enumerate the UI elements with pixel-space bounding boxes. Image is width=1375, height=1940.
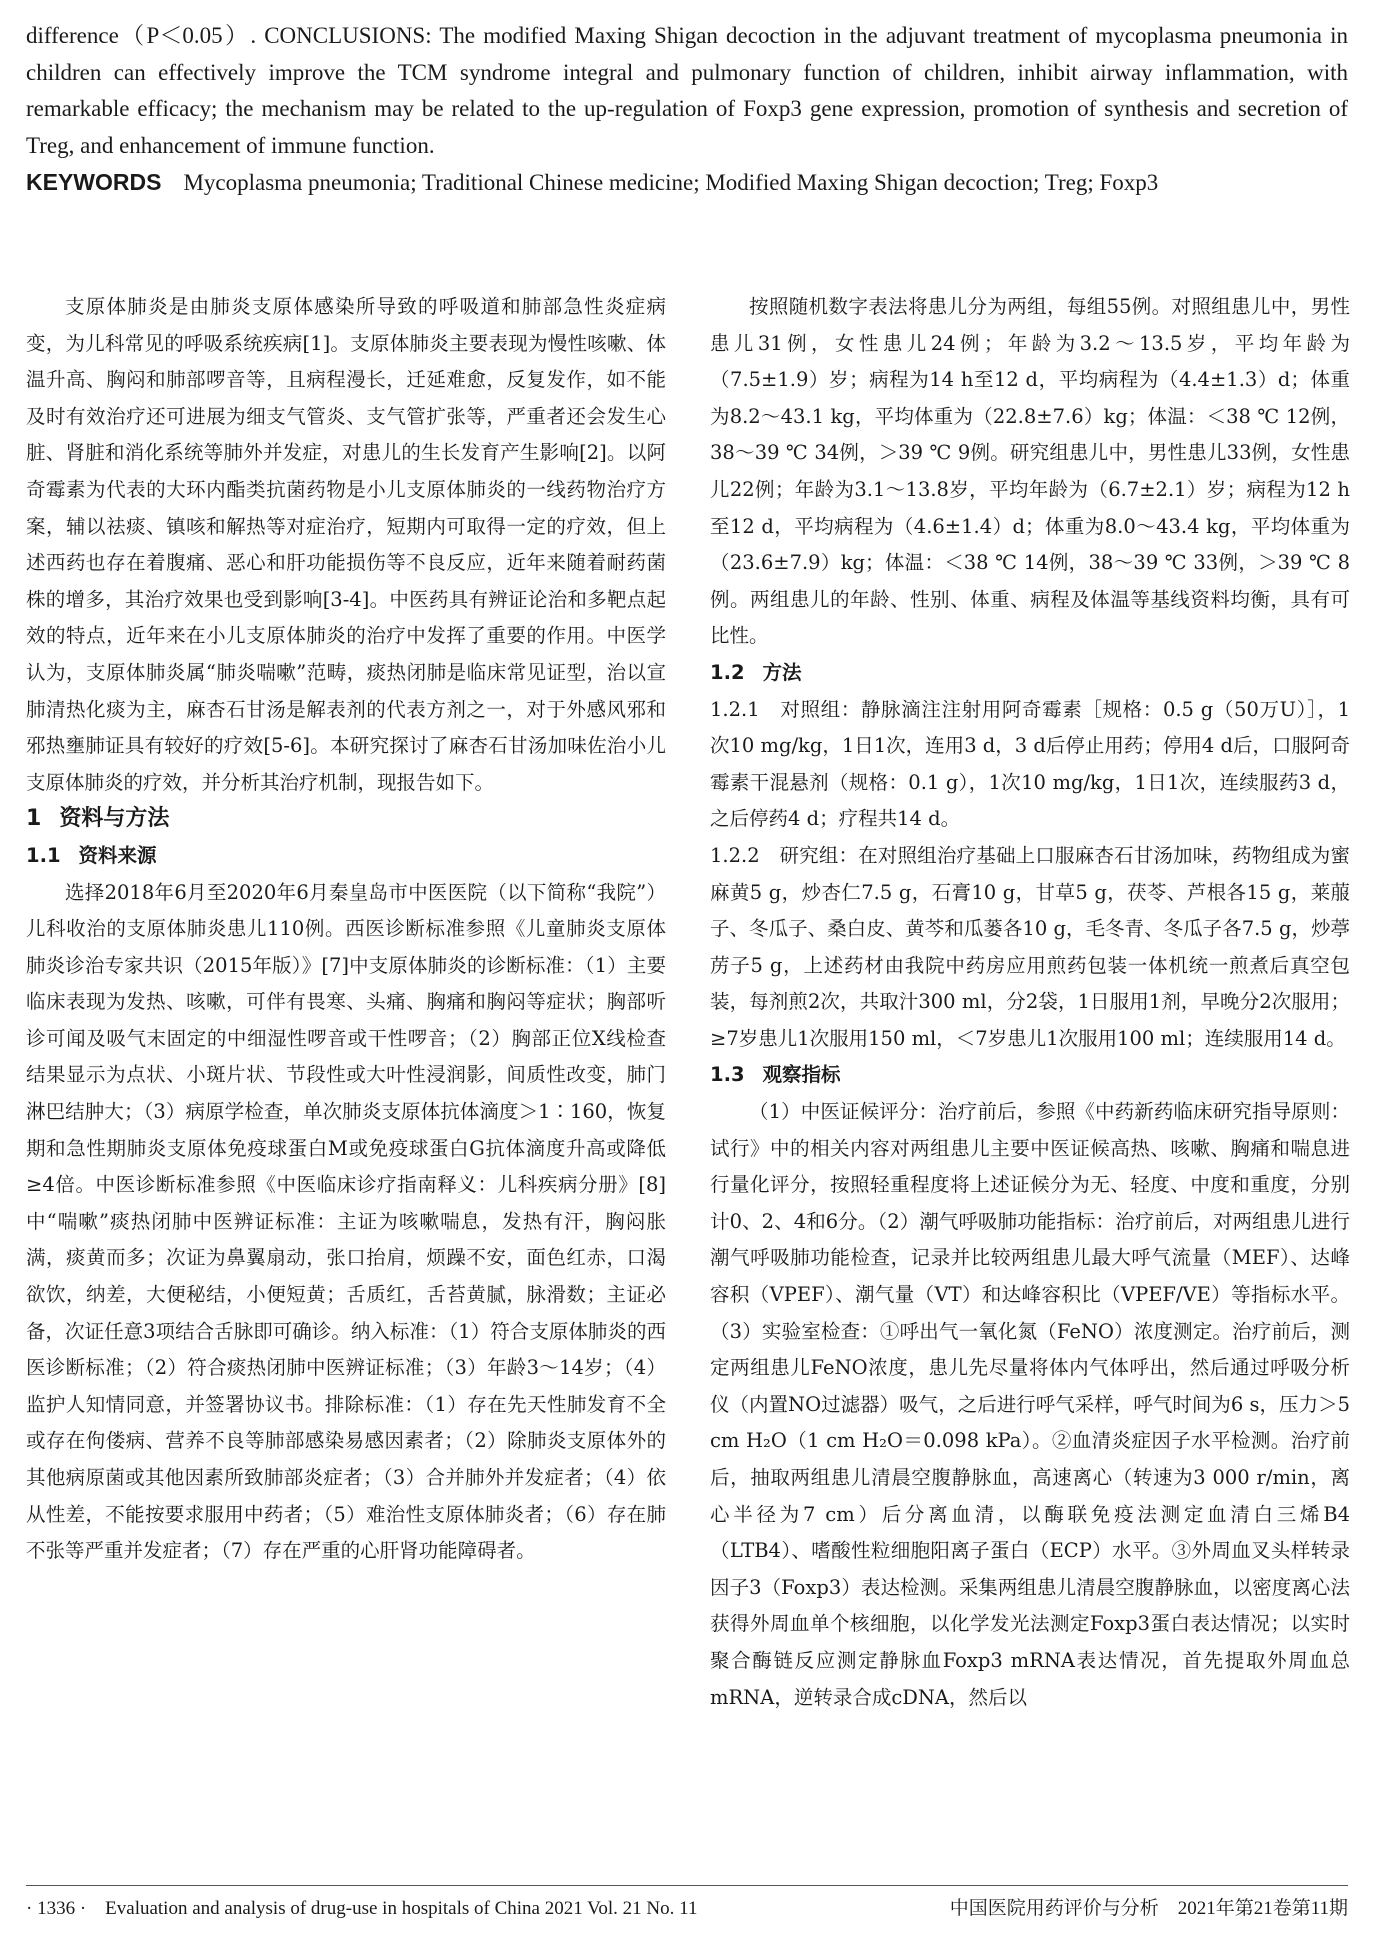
section-1-heading (26, 801, 666, 838)
subsection-1-2-title: 方法 (762, 660, 802, 684)
abstract-english (26, 18, 1348, 202)
data-source-paragraph: 选择2018年6月至2020年6月秦皇岛市中医医院（以下简称“我院”）儿科收治的支原体肺炎患儿110例。西医诊断标准参照《儿童肺炎支原体肺炎诊治专家共识（2015年版）》[7]中支原体肺炎的诊断标准：（1）主要临床表现为发热、咳嗽，可伴有畏寒、头痛、胸痛和胸闷等症状；胸部听诊可闻及吸气末固定的中细湿性啰音或干性啰音；（2）胸部正位X线检查结果显示为点状、小斑片状、节段性或大叶性浸润影，间质性改变，肺门淋巴结肿大；（3）病原学检查，单次肺炎支原体抗体滴度＞1∶160，恢复期和急性期肺炎支原体免疫球蛋白M或免疫球蛋白G抗体滴度升高或降低≥4倍。中医诊断标准参照《中医临床诊疗指南释义：儿科疾病分册》[8]中“喘嗽”痰热闭肺中医辨证标准：主证为咳嗽喘息，发热有汗，胸闷胀满，痰黄而多；次证为鼻翼扇动，张口抬肩，烦躁不安，面色红赤，口渴欲饮，纳差，大便秘结，小便短黄；舌质红，舌苔黄腻，脉滑数；主证必备，次证任意3项结合舌脉即可确诊。纳入标准：（1）符合支原体肺炎的西医诊断标准；（2）符合痰热闭肺中医辨证标准；（3）年龄3～14岁；（4）监护人知情同意，并签署协议书。排除标准：（1）存在先天性肺发育不全或存在佝偻病、营养不良等肺部感染易感因素者；（2）除肺炎支原体外的其他病原菌或其他因素所致肺部炎症者；（3）合并肺外并发症者；（4）依从性差，不能按要求服用中药者；（5）难治性支原体肺炎者；（6）存在肺不张等严重并发症者；（7）存在严重的心肝肾功能障碍者。 (26, 880, 666, 1563)
keywords-text: Mycoplasma pneumonia; Traditional Chinese medicine; Modified Maxing Shigan decoction; Treg; Foxp3 (183, 170, 1159, 196)
right-column (710, 289, 1350, 1716)
subsection-1-3-number: 1.3 (710, 1063, 745, 1087)
keywords-line (26, 164, 1348, 202)
subsection-1-2-number: 1.2 (710, 660, 745, 684)
method-control-group: 1.2.1 对照组：静脉滴注注射用阿奇霉素［规格：0.5 g（50万U）］，1次10 mg/kg，1日1次，连用3 d，3 d后停止用药；停用4 d后，口服阿奇霉素干混悬剂（规格：0.1 g），1次10 mg/kg，1日1次，连续服药3 d，之后停药4 d；疗程共14 d。 (710, 697, 1350, 831)
observation-paragraph: （1）中医证候评分：治疗前后，参照《中药新药临床研究指导原则：试行》中的相关内容对两组患儿主要中医证候高热、咳嗽、胸痛和喘息进行量化评分，按照轻重程度将上述证候分为无、轻度、中度和重度，分别计0、2、4和6分。（2）潮气呼吸肺功能指标：治疗前后，对两组患儿进行潮气呼吸肺功能检查，记录并比较两组患儿最大呼气流量（MEF）、达峰容积（VPEF）、潮气量（VT）和达峰容积比（VPEF/VE）等指标水平。（3）实验室检查：①呼出气一氧化氮（FeNO）浓度测定。治疗前后，测定两组患儿FeNO浓度，患儿先尽量将体内气体呼出，然后通过呼吸分析仪（内置NO过滤器）吸气，之后进行呼气采样，呼气时间为6 s，压力＞5 cm H₂O（1 cm H₂O＝0.098 kPa）。②血清炎症因子水平检测。治疗前后，抽取两组患儿清晨空腹静脉血，高速离心（转速为3 000 r/min，离心半径为7 cm）后分离血清，以酶联免疫法测定血清白三烯B4（LTB4）、嗜酸性粒细胞阳离子蛋白（ECP）水平。③外周血叉头样转录因子3（Foxp3）表达检测。采集两组患儿清晨空腹静脉血，以密度离心法获得外周血单个核细胞，以化学发光法测定Foxp3蛋白表达情况；以实时聚合酶链反应测定静脉血Foxp3 mRNA表达情况，首先提取外周血总mRNA，逆转录合成cDNA，然后以 (710, 1100, 1350, 1709)
section-1-number: 1 (26, 806, 42, 832)
subsection-1-1-title: 资料来源 (78, 843, 157, 867)
left-column (26, 289, 666, 1570)
method-study-group: 1.2.2 研究组：在对照组治疗基础上口服麻杏石甘汤加味，药物组成为蜜麻黄5 g，炒杏仁7.5 g，石膏10 g，甘草5 g，茯苓、芦根各15 g，莱菔子、冬瓜子、桑白皮、黄芩和瓜蒌各10 g，毛冬青、冬瓜子各7.5 g，炒葶苈子5 g，上述药材由我院中药房应用煎药包装一体机统一煎煮后真空包装，每剂煎2次，共取汁300 ml，分2袋，1日服用1剂，早晚分2次服用；≥7岁患儿1次服用150 ml，＜7岁患儿1次服用100 ml；连续服用14 d。 (710, 843, 1350, 1050)
subsection-1-3-heading (710, 1057, 1350, 1094)
abstract-conclusion: difference（P＜0.05）. CONCLUSIONS: The modified Maxing Shigan decoction in the adjuvant treatment of mycoplasma pneumonia in children can effectively improve the TCM syndrome integral and pulmonary function of children, inhibit airway inflammation, with remarkable efficacy; the mechanism may be related to the up-regulation of Foxp3 gene expression, promotion of synthesis and secretion of Treg, and enhancement of immune function. (26, 23, 1348, 158)
intro-paragraph: 支原体肺炎是由肺炎支原体感染所导致的呼吸道和肺部急性炎症病变，为儿科常见的呼吸系统疾病[1]。支原体肺炎主要表现为慢性咳嗽、体温升高、胸闷和肺部啰音等，且病程漫长，迁延难愈，反复发作，如不能及时有效治疗还可进展为细支气管炎、支气管扩张等，严重者还会发生心脏、肾脏和消化系统等肺外并发症，对患儿的生长发育产生影响[2]。以阿奇霉素为代表的大环内酯类抗菌药物是小儿支原体肺炎的一线药物治疗方案，辅以祛痰、镇咳和解热等对症治疗，短期内可取得一定的疗效，但上述西药也存在着腹痛、恶心和肝功能损伤等不良反应，近年来随着耐药菌株的增多，其治疗效果也受到影响[3-4]。中医药具有辨证论治和多靶点起效的特点，近年来在小儿支原体肺炎的治疗中发挥了重要的作用。中医学认为，支原体肺炎属“肺炎喘嗽”范畴，痰热闭肺是临床常见证型，治以宣肺清热化痰为主，麻杏石甘汤是解表剂的代表方剂之一，对于外感风邪和邪热壅肺证具有较好的疗效[5-6]。本研究探讨了麻杏石甘汤加味佐治小儿支原体肺炎的疗效，并分析其治疗机制，现报告如下。 (26, 295, 666, 794)
footer-journal-chinese: 中国医院用药评价与分析 2021年第21卷第11期 (949, 1898, 1348, 1919)
section-1-title: 资料与方法 (59, 806, 170, 832)
subsection-1-1-number: 1.1 (26, 843, 61, 867)
keywords-label: KEYWORDS (26, 169, 162, 196)
footer-divider (26, 1885, 1348, 1886)
grouping-paragraph: 按照随机数字表法将患儿分为两组，每组55例。对照组患儿中，男性患儿31例，女性患儿24例；年龄为3.2～13.5岁，平均年龄为（7.5±1.9）岁；病程为14 h至12 d，平均病程为（4.4±1.3）d；体重为8.2～43.1 kg，平均体重为（22.8±7.6）kg；体温：＜38 ℃ 12例，38～39 ℃ 34例，＞39 ℃ 9例。研究组患儿中，男性患儿33例，女性患儿22例；年龄为3.1～13.8岁，平均年龄为（6.7±2.1）岁；病程为12 h至12 d，平均病程为（4.6±1.4）d；体重为8.0～43.4 kg，平均体重为（23.6±7.9）kg；体温：＜38 ℃ 14例，38～39 ℃ 33例，＞39 ℃ 8例。两组患儿的年龄、性别、体重、病程及体温等基线资料均衡，具有可比性。 (710, 295, 1351, 648)
subsection-1-1-heading (26, 838, 666, 875)
footer-journal-english: · 1336 · Evaluation and analysis of drug-use in hospitals of China 2021 Vol. 21 No. 11 (26, 1898, 698, 1919)
subsection-1-3-title: 观察指标 (762, 1063, 841, 1087)
subsection-1-2-heading (710, 655, 1350, 692)
